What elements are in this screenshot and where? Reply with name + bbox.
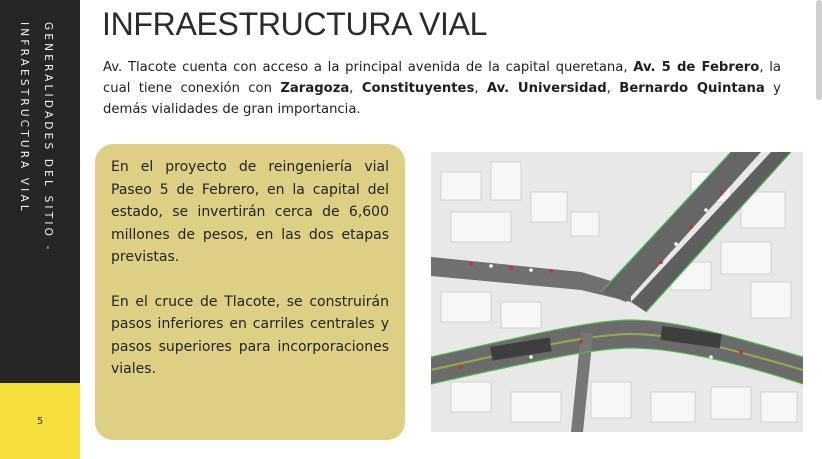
intro-text-6: y demás vialidades de gran importancia.	[103, 81, 781, 117]
intro-bold-av-5-febrero: Av. 5 de Febrero	[633, 60, 760, 75]
intro-text-3: ,	[349, 81, 362, 96]
card-paragraph-investment: En el proyecto de reingeniería vial Paseo 5 de Febrero, en la capital del estado, se invertirán cerca de 6,600 millones de pesos, en las dos etapas previstas.	[111, 159, 389, 265]
info-card	[95, 144, 405, 440]
intro-text-5: ,	[606, 81, 620, 96]
intro-text-2: , la cual tiene conexión con	[103, 60, 782, 96]
intro-bold-av-universidad: Av. Universidad	[486, 81, 607, 96]
intro-text-4: ,	[474, 81, 487, 96]
interchange-aerial-image	[431, 152, 803, 432]
page-number: 5	[36, 415, 44, 427]
intro-bold-bernardo-quintana: Bernardo Quintana	[619, 81, 765, 96]
intro-paragraph	[103, 57, 781, 120]
section-label-line2: INFRAESTRUCTURA VIAL	[18, 22, 30, 214]
section-label	[12, 22, 68, 352]
page-number-box	[0, 383, 80, 459]
sidebar	[0, 0, 80, 459]
section-label-line1: GENERALIDADES DEL SITIO -	[42, 22, 54, 253]
interchange-illustration	[431, 152, 803, 432]
intro-text-1: Av. Tlacote cuenta con acceso a la principal avenida de la capital queretana,	[103, 60, 634, 75]
card-paragraph-tlacote: En el cruce de Tlacote, se construirán pasos inferiores en carriles centrales y pasos superiores para incorporaciones viales.	[111, 293, 389, 377]
scrollbar-thumb[interactable]	[816, 0, 822, 100]
intro-bold-zaragoza: Zaragoza	[280, 81, 350, 96]
page-title: INFRAESTRUCTURA VIAL	[102, 6, 488, 42]
intro-bold-constituyentes: Constituyentes	[361, 81, 475, 96]
